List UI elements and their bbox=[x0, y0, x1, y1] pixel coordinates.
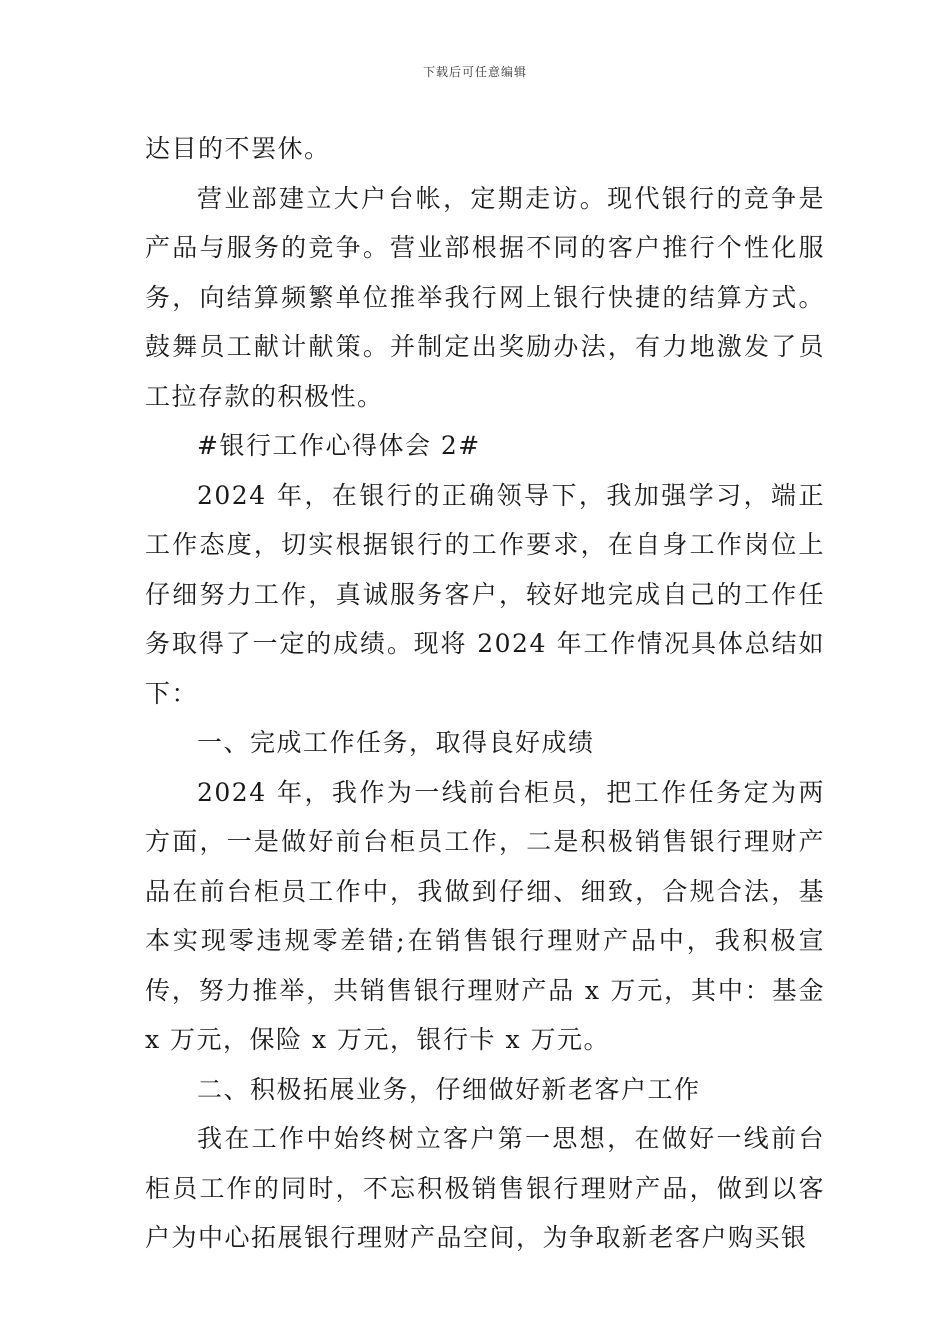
paragraph-3: 2024 年，在银行的正确领导下，我加强学习，端正工作态度，切实根据银行的工作要求，在自身工作岗位上仔细努力工作，真诚服务客户，较好地完成自己的工作任务取得了一定的成绩。现将 2024 年工作情况具体总结如下： bbox=[145, 480, 825, 708]
paragraph-1: 达目的不罢休。 bbox=[145, 134, 331, 163]
section-heading-2: #银行工作心得体会 2# bbox=[197, 431, 481, 460]
paragraph-2: 营业部建立大户台帐，定期走访。现代银行的竞争是产品与服务的竞争。营业部根据不同的客户推行个性化服务，向结算频繁单位推举我行网上银行快捷的结算方式。鼓舞员工献计献策。并制定出奖励办法，有力地激发了员工拉存款的积极性。 bbox=[145, 183, 825, 411]
page-header-note: 下载后可任意编辑 bbox=[422, 65, 527, 79]
subheading-1: 一、完成工作任务，取得良好成绩 bbox=[197, 728, 595, 757]
paragraph-4: 2024 年，我作为一线前台柜员，把工作任务定为两方面，一是做好前台柜员工作，二是积极销售银行理财产品在前台柜员工作中，我做到仔细、细致，合规合法，基本实现零违规零差错;在销售银行理财产品中，我积极宣传，努力推举，共销售银行理财产品 x 万元，其中：基金 x 万元，保险 x 万元，银行卡 x 万元。 bbox=[145, 777, 825, 1054]
subheading-2: 二、积极拓展业务，仔细做好新老客户工作 bbox=[197, 1074, 701, 1104]
document-body bbox=[145, 124, 825, 1263]
paragraph-5: 我在工作中始终树立客户第一思想，在做好一线前台柜员工作的同时，不忘积极销售银行理财产品，做到以客户为中心拓展银行理财产品空间，为争取新老客户购买银 bbox=[145, 1124, 825, 1252]
